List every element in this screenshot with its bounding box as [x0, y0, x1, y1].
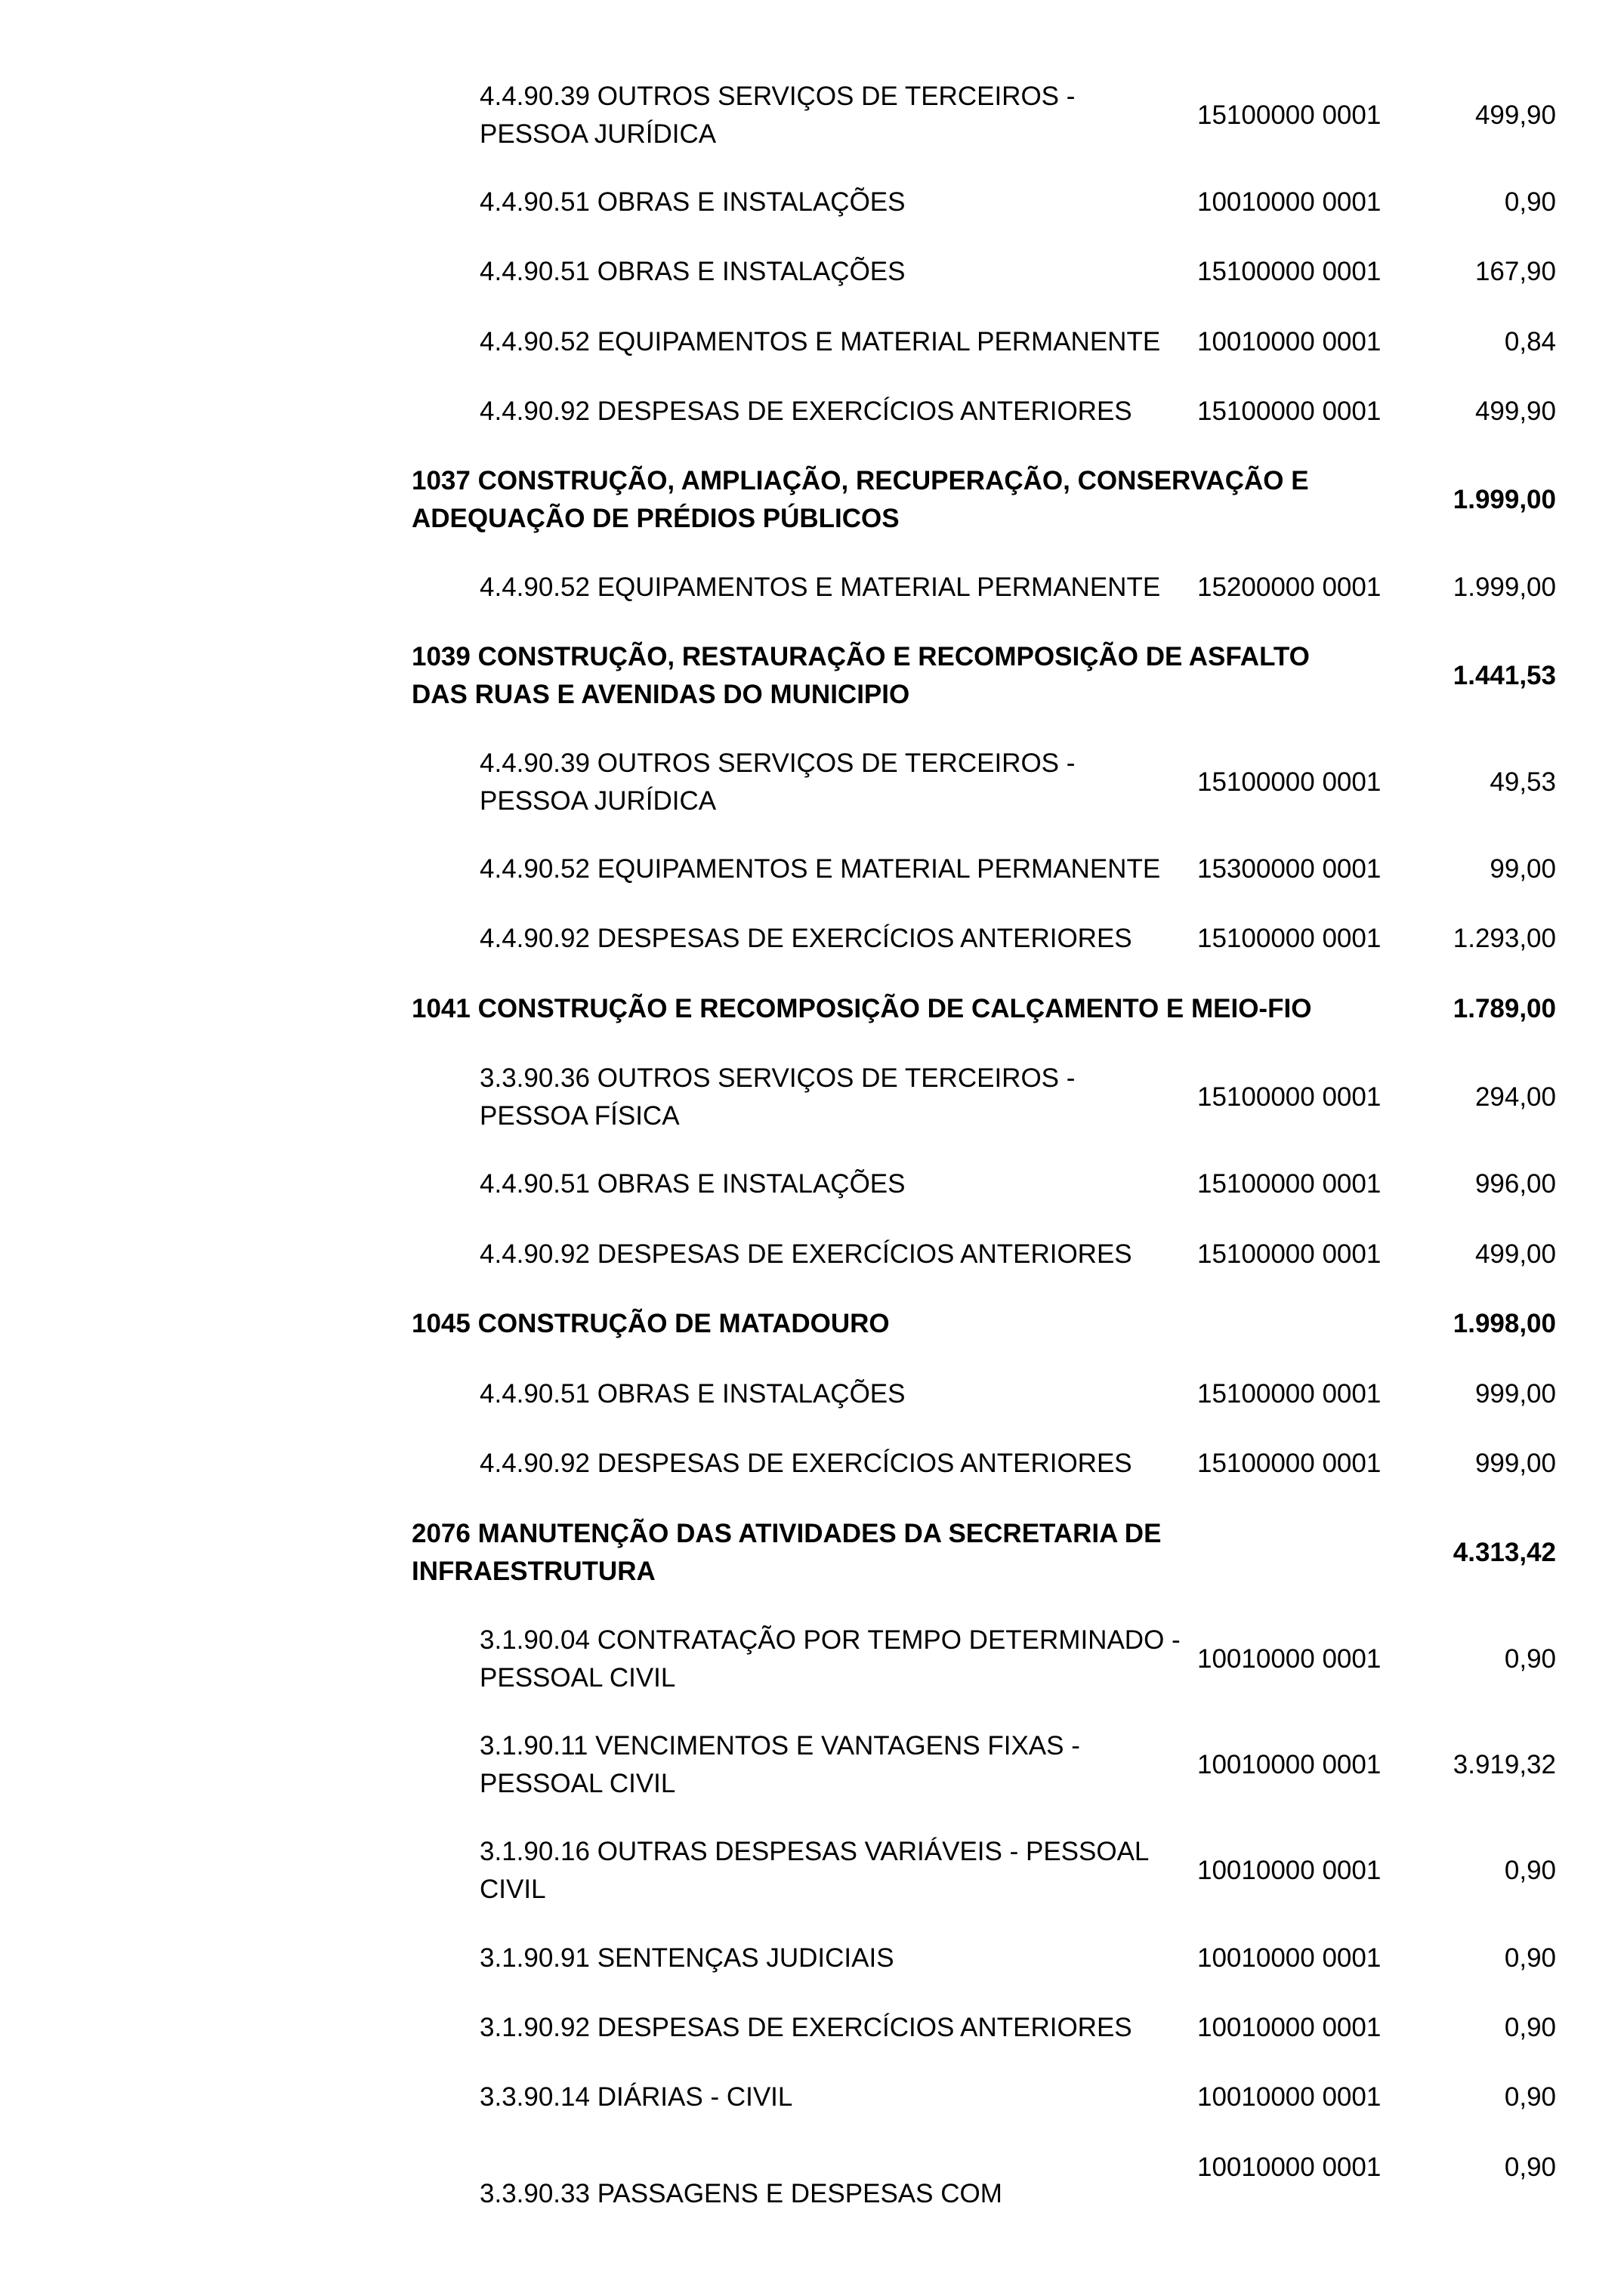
expense-amount: 999,00 [1474, 1449, 1556, 1478]
expense-amount: 499,90 [1474, 100, 1556, 130]
resource-source: 15100000 0001 [1197, 1379, 1382, 1409]
resource-source: 15100000 0001 [1197, 924, 1382, 953]
expense-amount: 0,90 [1504, 1856, 1556, 1885]
expense-description: 3.3.90.36 OUTROS SERVIÇOS DE TERCEIROS - PESSOA FÍSICA [480, 1063, 1076, 1131]
project-title: 1041 CONSTRUÇÃO E RECOMPOSIÇÃO DE CALÇAMENTO E MEIO-FIO [412, 994, 1312, 1023]
expense-description: 4.4.90.39 OUTROS SERVIÇOS DE TERCEIROS - PESSOA JURÍDICA [480, 748, 1076, 816]
expense-amount: 167,90 [1474, 257, 1556, 286]
resource-source: 15100000 0001 [1197, 1449, 1382, 1478]
project-title: 1045 CONSTRUÇÃO DE MATADOURO [412, 1309, 890, 1338]
resource-source: 15100000 0001 [1197, 1169, 1382, 1199]
resource-source: 15100000 0001 [1197, 1082, 1382, 1112]
project-total: 4.313,42 [1453, 1538, 1556, 1567]
project-title: 1039 CONSTRUÇÃO, RESTAURAÇÃO E RECOMPOSIÇÃO DE ASFALTO DAS RUAS E AVENIDAS DO MUNICIPIO [412, 642, 1310, 709]
expense-amount: 1.293,00 [1453, 924, 1556, 953]
resource-source: 10010000 0001 [1197, 1943, 1382, 1973]
resource-source: 15200000 0001 [1197, 572, 1382, 602]
expense-amount: 99,00 [1490, 854, 1556, 884]
expense-description: 4.4.90.52 EQUIPAMENTOS E MATERIAL PERMANENTE [480, 854, 1161, 884]
expense-description: 3.1.90.92 DESPESAS DE EXERCÍCIOS ANTERIORES [480, 2013, 1132, 2042]
expense-description: 3.1.90.91 SENTENÇAS JUDICIAIS [480, 1943, 894, 1973]
expense-amount: 0,90 [1504, 1943, 1556, 1973]
expense-description: 3.3.90.14 DIÁRIAS - CIVIL [480, 2082, 793, 2112]
project-title: 1037 CONSTRUÇÃO, AMPLIAÇÃO, RECUPERAÇÃO, CONSERVAÇÃO E ADEQUAÇÃO DE PRÉDIOS PÚBLICOS [412, 466, 1309, 533]
expense-description: 3.1.90.04 CONTRATAÇÃO POR TEMPO DETERMINADO - PESSOAL CIVIL [480, 1625, 1181, 1693]
resource-source: 15100000 0001 [1197, 1239, 1382, 1269]
expense-amount: 0,90 [1504, 2082, 1556, 2112]
resource-source: 10010000 0001 [1197, 1750, 1382, 1779]
expense-amount: 0,90 [1504, 1644, 1556, 1674]
expense-amount: 0,90 [1504, 2013, 1556, 2042]
expense-description: 4.4.90.92 DESPESAS DE EXERCÍCIOS ANTERIORES [480, 1239, 1132, 1269]
expense-amount: 999,00 [1474, 1379, 1556, 1409]
expense-description: 4.4.90.52 EQUIPAMENTOS E MATERIAL PERMANENTE [480, 572, 1161, 602]
project-total: 1.998,00 [1453, 1309, 1556, 1338]
expense-description: 4.4.90.51 OBRAS E INSTALAÇÕES [480, 187, 906, 217]
expense-amount: 0,90 [1504, 2152, 1556, 2182]
expense-amount: 499,90 [1474, 397, 1556, 426]
expense-description: 4.4.90.51 OBRAS E INSTALAÇÕES [480, 1379, 906, 1409]
expense-amount: 996,00 [1474, 1169, 1556, 1199]
expense-amount: 3.919,32 [1453, 1750, 1556, 1779]
project-total: 1.789,00 [1453, 994, 1556, 1023]
expense-amount: 49,53 [1490, 767, 1556, 797]
expense-description: 4.4.90.51 OBRAS E INSTALAÇÕES [480, 257, 906, 286]
resource-source: 15100000 0001 [1197, 767, 1382, 797]
expense-description: 3.1.90.16 OUTRAS DESPESAS VARIÁVEIS - PESSOAL CIVIL [480, 1837, 1149, 1904]
expense-description: 4.4.90.51 OBRAS E INSTALAÇÕES [480, 1169, 906, 1199]
resource-source: 10010000 0001 [1197, 2152, 1382, 2182]
resource-source: 10010000 0001 [1197, 2082, 1382, 2112]
resource-source: 10010000 0001 [1197, 187, 1382, 217]
resource-source: 15100000 0001 [1197, 257, 1382, 286]
resource-source: 10010000 0001 [1197, 1856, 1382, 1885]
expense-description: 4.4.90.39 OUTROS SERVIÇOS DE TERCEIROS - PESSOA JURÍDICA [480, 82, 1076, 149]
expense-amount: 499,00 [1474, 1239, 1556, 1269]
expense-description: 3.1.90.11 VENCIMENTOS E VANTAGENS FIXAS - PESSOAL CIVIL [480, 1731, 1080, 1798]
expense-description: 4.4.90.92 DESPESAS DE EXERCÍCIOS ANTERIORES [480, 1449, 1132, 1478]
expense-amount: 0,90 [1504, 187, 1556, 217]
resource-source: 15100000 0001 [1197, 397, 1382, 426]
resource-source: 15100000 0001 [1197, 100, 1382, 130]
expense-description: 4.4.90.52 EQUIPAMENTOS E MATERIAL PERMANENTE [480, 327, 1161, 356]
project-total: 1.441,53 [1453, 661, 1556, 690]
resource-source: 15300000 0001 [1197, 854, 1382, 884]
resource-source: 10010000 0001 [1197, 2013, 1382, 2042]
expense-amount: 294,00 [1474, 1082, 1556, 1112]
expense-amount: 0,84 [1504, 327, 1556, 356]
expense-description: 3.3.90.33 PASSAGENS E DESPESAS COM [480, 2179, 1002, 2208]
project-title: 2076 MANUTENÇÃO DAS ATIVIDADES DA SECRETARIA DE INFRAESTRUTURA [412, 1519, 1162, 1586]
project-total: 1.999,00 [1453, 485, 1556, 514]
resource-source: 10010000 0001 [1197, 1644, 1382, 1674]
expense-amount: 1.999,00 [1453, 572, 1556, 602]
resource-source: 10010000 0001 [1197, 327, 1382, 356]
expense-description: 4.4.90.92 DESPESAS DE EXERCÍCIOS ANTERIORES [480, 397, 1132, 426]
expense-description: 4.4.90.92 DESPESAS DE EXERCÍCIOS ANTERIORES [480, 924, 1132, 953]
